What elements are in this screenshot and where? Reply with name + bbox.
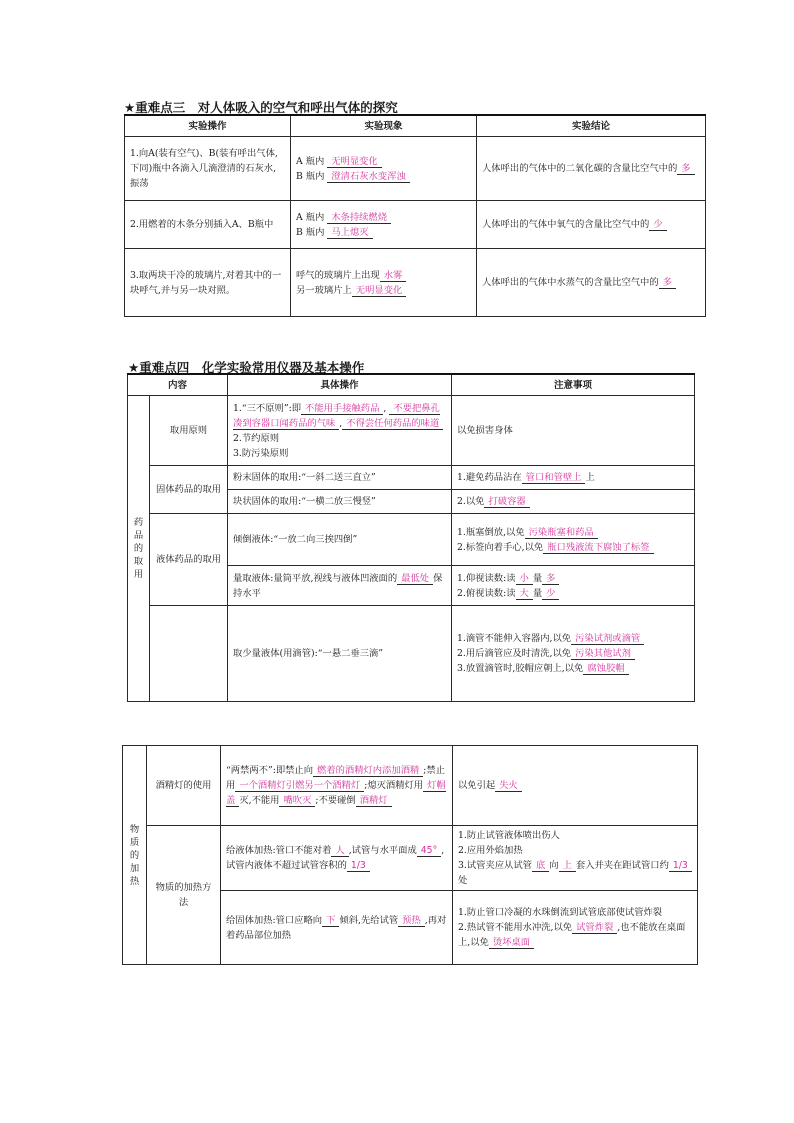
text: 灭,不能用 xyxy=(239,795,280,806)
table-row xyxy=(123,746,698,826)
answer-blank: 少 xyxy=(542,588,559,600)
answer-blank: 烫坏桌面 xyxy=(489,937,534,949)
phen-b-label: B 瓶内 xyxy=(296,226,325,238)
row-label: 固体药品的取用 xyxy=(150,466,228,514)
phenomenon-cell xyxy=(291,201,477,249)
table-row xyxy=(128,466,695,490)
text: 2.标签向着手心,以免 xyxy=(457,541,544,553)
header-operation: 实验操作 xyxy=(125,115,291,137)
header-conclusion: 实验结论 xyxy=(477,115,706,137)
answer-blank: 失火 xyxy=(495,780,522,792)
text: 保持水平 xyxy=(233,572,443,599)
note-cell xyxy=(452,466,695,490)
operation-cell xyxy=(221,891,453,965)
group-label-drug-handling: 药 品 的 取 用 xyxy=(128,396,150,702)
text: , xyxy=(383,402,387,414)
text: “两禁两不”:即禁止向 xyxy=(226,765,314,776)
note-cell xyxy=(453,746,698,826)
answer-blank: 下 xyxy=(322,915,339,927)
operation-cell: 2.用燃着的木条分别插入A、B瓶中 xyxy=(125,201,291,249)
text: 量 xyxy=(532,572,543,584)
answer-blank: 腐蚀胶帽 xyxy=(583,663,628,675)
answer-blank: 底 xyxy=(532,860,549,872)
conclusion-text: 人体呼出的气体中氧气的含量比空气中的 xyxy=(482,219,650,230)
table-header-row xyxy=(128,374,695,396)
note-cell: 以免损害身体 xyxy=(452,396,695,466)
table-row xyxy=(128,514,695,566)
answer-blank: 不要把鼻孔凑到容器口闻药品的气味 xyxy=(233,402,440,429)
answer-blank: 小 xyxy=(516,573,533,585)
text: ,试管内液体不超过试管容积的 xyxy=(226,845,445,871)
phen-a-label: A 瓶内 xyxy=(296,211,325,223)
text: 2.以免 xyxy=(457,496,485,507)
operation-cell xyxy=(228,396,452,466)
operation-cell: 倾倒液体:“一放二向三挨四倒” xyxy=(228,514,452,566)
operation-cell xyxy=(228,566,452,606)
phen-a-label: A 瓶内 xyxy=(296,155,325,167)
header-phenomenon: 实验现象 xyxy=(291,115,477,137)
section3-table xyxy=(124,114,706,317)
answer-blank: 无明显变化 xyxy=(352,285,407,297)
answer-blank: 人 xyxy=(331,845,348,857)
group-label-heating: 物 质 的 加 热 xyxy=(123,746,147,965)
phen-b-label: 另一玻璃片上 xyxy=(296,284,352,296)
text: 1.滴管不能伸入容器内,以免 xyxy=(457,633,572,644)
answer-blank: 燃着的酒精灯内添加酒精 xyxy=(313,765,423,777)
phen-a-label: 呼气的玻璃片上出现 xyxy=(296,269,380,281)
header-operation: 具体操作 xyxy=(228,374,452,396)
text: 1.瓶塞倒放,以免 xyxy=(457,526,525,538)
header-content: 内容 xyxy=(128,374,228,396)
text: 1.仰视读数:读 xyxy=(457,572,516,584)
text: 给液体加热:管口不能对着 xyxy=(226,845,332,856)
phen-b-label: B 瓶内 xyxy=(296,170,325,182)
table-row xyxy=(125,137,706,201)
text: ;不要碰倒 xyxy=(315,795,356,806)
answer-blank: 酒精灯 xyxy=(356,795,392,807)
row-label: 物质的加热方法 xyxy=(147,826,221,965)
answer-blank: 嘴吹灭 xyxy=(279,795,315,807)
row-label: 酒精灯的使用 xyxy=(147,746,221,826)
operation-cell: 1.向A(装有空气)、B(装有呼出气体,下同)瓶中各滴入几滴澄清的石灰水,振荡 xyxy=(125,137,291,201)
text: ;禁止用 xyxy=(226,765,446,791)
answer-blank: 不得尝任何药品的味道 xyxy=(342,418,443,430)
answer-blank: 最低处 xyxy=(397,573,433,585)
section4-table-part2 xyxy=(122,745,698,965)
answer-blank: 多 xyxy=(659,277,676,289)
note-cell xyxy=(452,606,695,702)
operation-cell xyxy=(221,826,453,891)
text: 量 xyxy=(532,587,543,599)
row-label xyxy=(150,606,228,702)
answer-blank: 瓶口残液流下腐蚀了标签 xyxy=(543,542,653,554)
text: 套入并夹在距试管口约 xyxy=(575,860,669,871)
text: ;熄灭酒精灯用 xyxy=(364,780,424,791)
answer-blank: 无明显变化 xyxy=(327,156,382,168)
answer-blank: 不能用手接触药品 xyxy=(301,403,383,415)
note-cell xyxy=(452,514,695,566)
answer-blank: 污染瓶塞和药品 xyxy=(525,527,598,539)
operation-cell: 取少量液体(用滴管):“一悬二垂三滴” xyxy=(228,606,452,702)
note-cell xyxy=(453,891,698,965)
text: 2.节约原则 xyxy=(233,432,280,444)
answer-blank: 大 xyxy=(516,588,533,600)
text: 1.避免药品沾在 xyxy=(457,472,522,483)
answer-blank: 多 xyxy=(542,573,559,585)
row-label: 液体药品的取用 xyxy=(150,514,228,606)
answer-blank: 水雾 xyxy=(380,270,407,282)
text: 2.应用外焰加热 xyxy=(458,845,523,856)
text: 3.试管夹应从试管 xyxy=(458,860,532,871)
text: 倾斜,先给试管 xyxy=(339,914,399,926)
row-label: 取用原则 xyxy=(150,396,228,466)
answer-blank: 打破容器 xyxy=(484,496,529,508)
conclusion-cell xyxy=(477,249,706,317)
answer-blank: 灯帽盖 xyxy=(226,780,446,806)
answer-blank: 上 xyxy=(559,860,576,872)
answer-blank: 木条持续燃烧 xyxy=(327,212,391,224)
text: ,也不能放在桌面上,以免 xyxy=(458,922,686,948)
text: 以免引起 xyxy=(458,780,496,791)
answer-blank: 管口和管壁上 xyxy=(522,472,586,484)
answer-blank: 马上熄灭 xyxy=(327,227,372,239)
answer-blank: 45° xyxy=(417,845,441,857)
section4-title: ★重难点四 化学实验常用仪器及基本操作 xyxy=(128,360,365,375)
answer-blank: 试管炸裂 xyxy=(572,922,617,934)
section4-table-part1 xyxy=(127,373,695,702)
text: 2.用后滴管应及时清洗,以免 xyxy=(457,648,572,659)
note-cell xyxy=(452,490,695,514)
table-row xyxy=(123,826,698,891)
phenomenon-cell xyxy=(291,137,477,201)
table-header-row xyxy=(125,115,706,137)
phenomenon-cell xyxy=(291,249,477,317)
answer-blank: 1/3 xyxy=(347,860,370,872)
text: 上 xyxy=(585,472,595,483)
answer-blank: 一个酒精灯引燃另一个酒精灯 xyxy=(235,780,364,792)
text: 2.俯视读数:读 xyxy=(457,587,516,599)
table-row xyxy=(128,396,695,466)
text: ,试管与水平面成 xyxy=(348,845,417,856)
conclusion-cell xyxy=(477,137,706,201)
answer-blank: 多 xyxy=(677,163,694,175)
header-notes: 注意事项 xyxy=(452,374,695,396)
section3-title: ★重难点三 对人体吸入的空气和呼出气体的探究 xyxy=(124,100,398,115)
text: 1.防止试管液体喷出伤人 xyxy=(458,830,560,841)
operation-cell: 块状固体的取用:“一横二放三慢竖” xyxy=(228,490,452,514)
text: 向 xyxy=(549,860,559,871)
table-row xyxy=(128,606,695,702)
conclusion-text: 人体呼出的气体中水蒸气的含量比空气中的 xyxy=(482,277,659,288)
answer-blank: 少 xyxy=(649,219,666,231)
answer-blank: 澄清石灰水变浑浊 xyxy=(327,171,409,183)
text: ,再对着药品部位加热 xyxy=(226,914,447,941)
answer-blank: 污染其他试剂 xyxy=(571,648,635,660)
text: 1.防止管口冷凝的水珠倒流到试管底部使试管炸裂 xyxy=(458,907,663,918)
operation-cell: 3.取两块干冷的玻璃片,对着其中的一块呼气,并与另一块对照。 xyxy=(125,249,291,317)
text: 3.防污染原则 xyxy=(233,447,289,459)
conclusion-text: 人体呼出的气体中的二氧化碳的含量比空气中的 xyxy=(482,163,678,174)
answer-blank: 污染试剂或滴管 xyxy=(571,633,644,645)
text: 处 xyxy=(458,875,468,886)
note-cell xyxy=(452,566,695,606)
text: 2.热试管不能用水冲洗,以免 xyxy=(458,922,573,933)
table-row xyxy=(125,201,706,249)
operation-cell: 粉末固体的取用:“一斜二送三直立” xyxy=(228,466,452,490)
text: 3.放置滴管时,胶帽应朝上,以免 xyxy=(457,663,584,674)
table-row xyxy=(125,249,706,317)
text: 给固体加热:管口应略向 xyxy=(226,914,323,926)
note-cell xyxy=(453,826,698,891)
conclusion-cell xyxy=(477,201,706,249)
text: 1.“三不原则”:即 xyxy=(233,402,302,414)
operation-cell xyxy=(221,746,453,826)
text: , xyxy=(339,417,343,429)
answer-blank: 预热 xyxy=(398,915,425,927)
answer-blank: 1/3 xyxy=(669,860,692,872)
text: 量取液体:量筒平放,视线与液体凹液面的 xyxy=(233,572,398,584)
